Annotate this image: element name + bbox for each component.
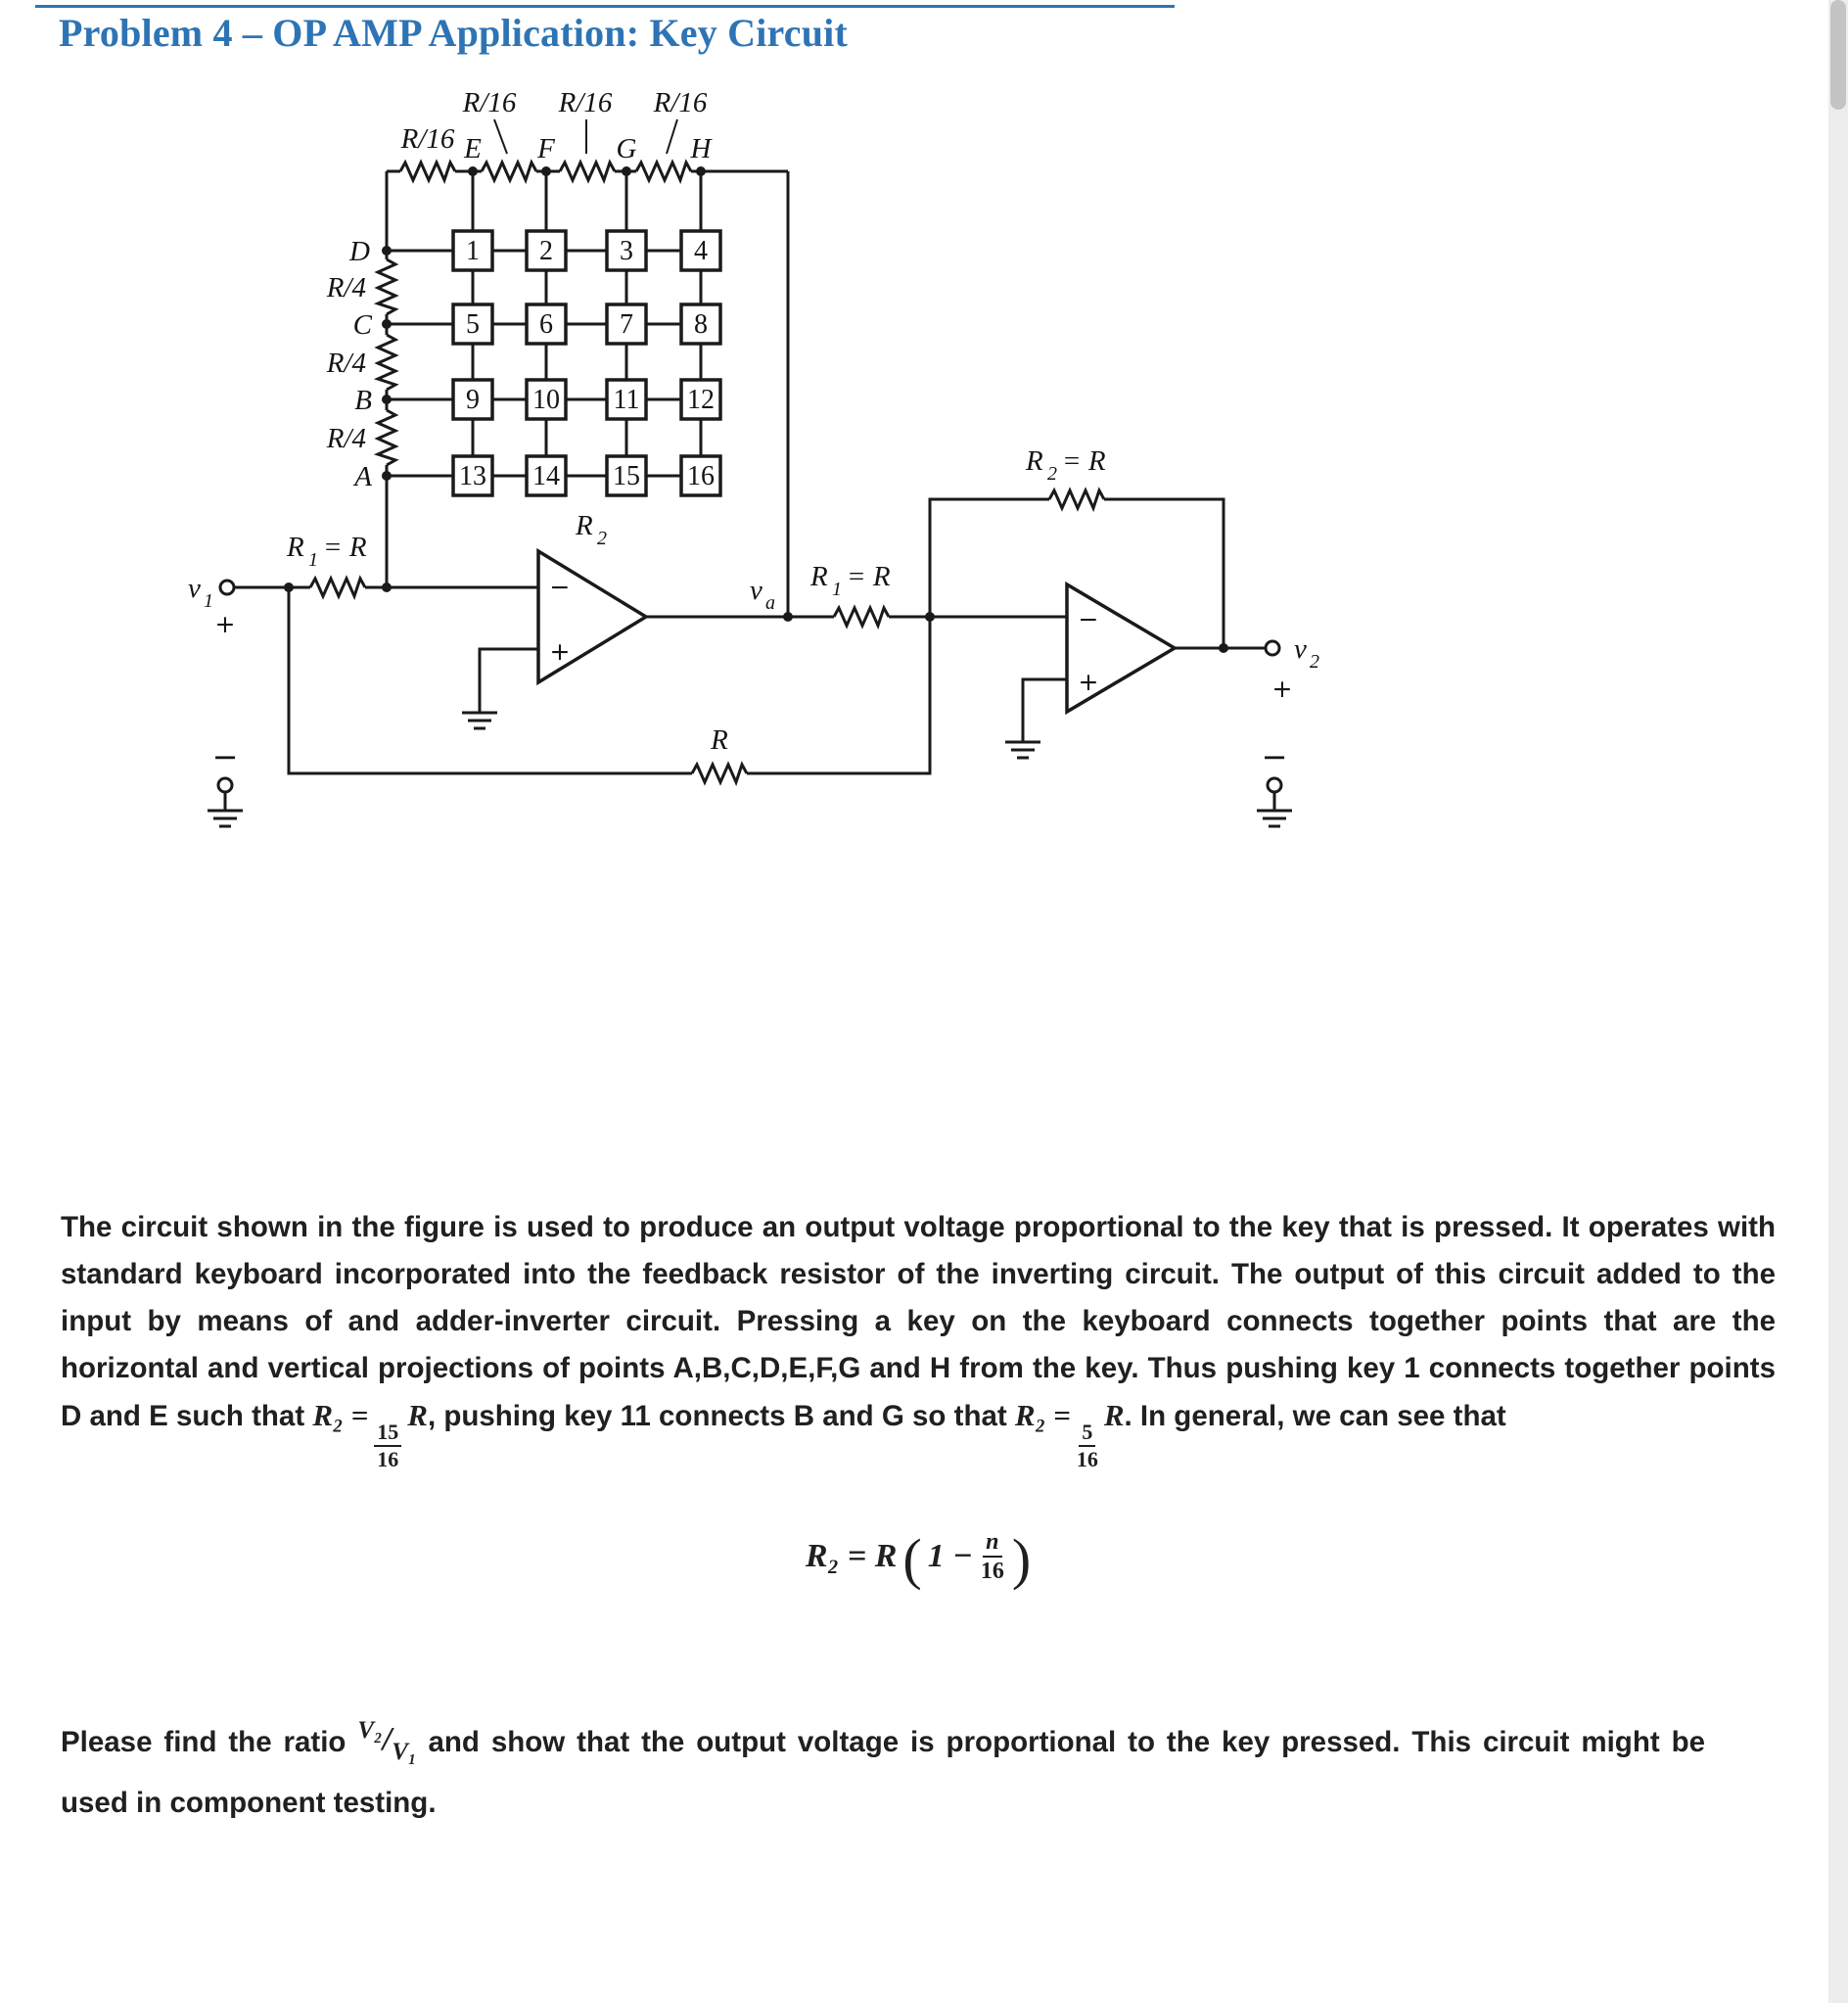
label-r4-3: R/4 — [326, 423, 366, 454]
resistor-r16-2 — [482, 163, 536, 180]
key-box-3 — [607, 231, 646, 270]
formula-one-minus: 1 − — [927, 1538, 973, 1574]
opamp-1 — [538, 551, 646, 682]
wire-right-ground-terminal — [1257, 792, 1292, 826]
label-v1-base: v — [188, 573, 201, 604]
fraction-numerator: n — [983, 1530, 1001, 1558]
question-text — [61, 1705, 1705, 1829]
fraction-15-16 — [374, 1421, 401, 1470]
node-label-A: A — [354, 461, 372, 492]
key-box-1 — [453, 231, 492, 270]
key-label: 12 — [687, 385, 715, 415]
fraction-5-16 — [1077, 1421, 1098, 1470]
opamp1-plus-input: + — [549, 637, 571, 666]
key-label: 9 — [466, 385, 480, 415]
label-v2-base: v — [1294, 633, 1307, 665]
label-r1-mid-eq: = R — [847, 561, 891, 592]
fraction-denominator: 16 — [980, 1559, 1004, 1584]
fraction-denominator: 16 — [377, 1447, 399, 1471]
key-box-12 — [681, 380, 720, 419]
key-label: 11 — [613, 385, 640, 415]
para1-mid: , pushing key 11 connects B and G so that — [427, 1400, 1015, 1432]
problem-description — [61, 1204, 1776, 1470]
para2-prefix: Please find the ratio — [61, 1726, 358, 1758]
math-r-1: R — [407, 1398, 428, 1432]
key-box-5 — [453, 304, 492, 344]
resistor-r1-input — [310, 579, 365, 596]
label-r4-1: R/4 — [326, 272, 366, 303]
resistor-r4-1 — [378, 259, 395, 314]
label-r1-input-base: R — [287, 532, 304, 563]
opamp1-minus-input: − — [549, 573, 571, 601]
key-box-2 — [527, 231, 566, 270]
opamp-2 — [1067, 584, 1175, 712]
fraction-n-16 — [981, 1530, 1004, 1583]
label-r2-feedback-sub: 2 — [1047, 463, 1057, 485]
key-box-11 — [607, 380, 646, 419]
fraction-numerator: 15 — [374, 1421, 401, 1447]
resistor-r16-4 — [636, 163, 691, 180]
label-pointer-lines — [494, 119, 677, 154]
ratio-denominator: V₁ — [392, 1739, 417, 1765]
wire-row-stubs — [387, 251, 681, 476]
formula-lhs: R₂ = R — [805, 1538, 898, 1574]
v1-minus-sign: − — [211, 738, 239, 775]
resistor-r-bottom — [692, 765, 747, 782]
v2-terminal — [1266, 641, 1279, 655]
label-matrix-r2-base: R — [576, 510, 593, 541]
resistor-r4-2 — [378, 335, 395, 390]
key-label: 14 — [532, 461, 560, 491]
key-label: 6 — [539, 309, 553, 340]
v2-v1-ratio — [357, 1717, 417, 1765]
label-r-bottom: R — [711, 724, 728, 756]
key-box-14 — [527, 456, 566, 495]
wire-left-ground-terminal — [208, 792, 243, 826]
key-label: 3 — [620, 236, 633, 266]
resistor-r2-feedback — [1049, 490, 1104, 508]
math-r2-eq-1: R₂ = — [312, 1398, 369, 1432]
page-title: Problem 4 – OP AMP Application: Key Circuit — [59, 11, 848, 55]
resistor-r4-3 — [378, 410, 395, 465]
opamp2-plus-input: + — [1078, 668, 1099, 696]
key-box-7 — [607, 304, 646, 344]
math-r-2: R — [1103, 1398, 1125, 1432]
keyboard-matrix — [453, 231, 720, 495]
resistor-r1-mid — [834, 608, 889, 626]
v1-plus-sign: + — [214, 610, 236, 638]
wire-top-rail — [387, 171, 788, 617]
wire-opamp2-ground — [1005, 679, 1067, 758]
resistor-r16-3 — [560, 163, 615, 180]
fraction-denominator: 16 — [1076, 1447, 1098, 1471]
key-label: 13 — [459, 461, 486, 491]
label-va-base: v — [750, 575, 762, 606]
key-box-6 — [527, 304, 566, 344]
node-label-F: F — [537, 133, 555, 164]
wire-opamp1-ground — [462, 649, 538, 728]
scrollbar-track[interactable] — [1828, 0, 1848, 2003]
key-box-13 — [453, 456, 492, 495]
node-label-B: B — [354, 385, 372, 416]
key-box-16 — [681, 456, 720, 495]
label-v2-sub: 2 — [1310, 651, 1319, 673]
key-label: 15 — [613, 461, 640, 491]
node-label-D: D — [349, 236, 370, 267]
label-r1-mid-base: R — [810, 561, 828, 592]
label-r16-3: R/16 — [558, 87, 613, 118]
key-label: 1 — [466, 236, 480, 266]
key-circuit-figure — [0, 0, 1848, 901]
key-label: 16 — [687, 461, 715, 491]
key-label: 7 — [620, 309, 633, 340]
v2-minus-sign: − — [1261, 738, 1288, 775]
para2-suffix: and show that the output voltage is proportional to the key pressed. This circuit might be used in component testing. — [61, 1726, 1705, 1819]
v2-plus-sign: + — [1271, 675, 1293, 703]
key-label: 8 — [694, 309, 708, 340]
label-va-sub: a — [765, 592, 775, 614]
key-label: 4 — [694, 236, 708, 266]
label-v1-sub: 1 — [204, 590, 213, 612]
ratio-numerator: V₂ — [357, 1717, 383, 1744]
para1-text: The circuit shown in the figure is used to produce an output voltage proportional to the key that is pressed. It operates with standard keyboard incorporated into the feedback resistor of the inverting circuit. The output of this circuit added to the input by means of and adder-inverter circuit. Pressing a key on the keyboard connects together points that are the horizontal and vertical projections of points A,B,C,D,E,F,G and H from the key. Thus pushing key 1 connects together points D and E such that — [61, 1211, 1776, 1432]
label-r2-feedback-base: R — [1026, 445, 1043, 477]
key-box-10 — [527, 380, 566, 419]
figure-labels — [188, 87, 1319, 775]
label-r16-1: R/16 — [400, 123, 455, 155]
ratio-slash: / — [382, 1721, 393, 1757]
key-label: 10 — [532, 385, 560, 415]
key-box-8 — [681, 304, 720, 344]
scrollbar-thumb[interactable] — [1830, 0, 1846, 110]
fraction-numerator: 5 — [1079, 1421, 1095, 1447]
math-r2-eq-2: R₂ = — [1014, 1398, 1071, 1432]
node-label-C: C — [352, 309, 372, 341]
label-r1-input-sub: 1 — [308, 549, 318, 571]
label-r1-input-eq: = R — [323, 532, 367, 563]
para1-end: . In general, we can see that — [1124, 1400, 1506, 1432]
right-ground-terminal — [1268, 778, 1281, 792]
key-label: 2 — [539, 236, 553, 266]
label-r2-feedback-eq: = R — [1062, 445, 1106, 477]
r2-general-formula: R₂ = R ( 1 − $\frac{n}{16}$ ) — [805, 1527, 1032, 1591]
node-label-G: G — [616, 133, 637, 164]
label-r16-2: R/16 — [462, 87, 517, 118]
label-r4-2: R/4 — [326, 348, 366, 379]
node-label-H: H — [690, 133, 712, 164]
v1-terminal — [220, 581, 234, 594]
opamp2-minus-input: − — [1078, 605, 1099, 633]
wire-column-stubs — [473, 171, 701, 456]
key-box-9 — [453, 380, 492, 419]
label-r16-4: R/16 — [653, 87, 708, 118]
key-label: 5 — [466, 309, 480, 340]
label-matrix-r2-sub: 2 — [597, 528, 607, 549]
resistor-r16-1 — [400, 163, 455, 180]
label-r1-mid-sub: 1 — [832, 579, 842, 600]
left-ground-terminal — [218, 778, 232, 792]
key-box-4 — [681, 231, 720, 270]
node-label-E: E — [464, 133, 482, 164]
key-box-15 — [607, 456, 646, 495]
